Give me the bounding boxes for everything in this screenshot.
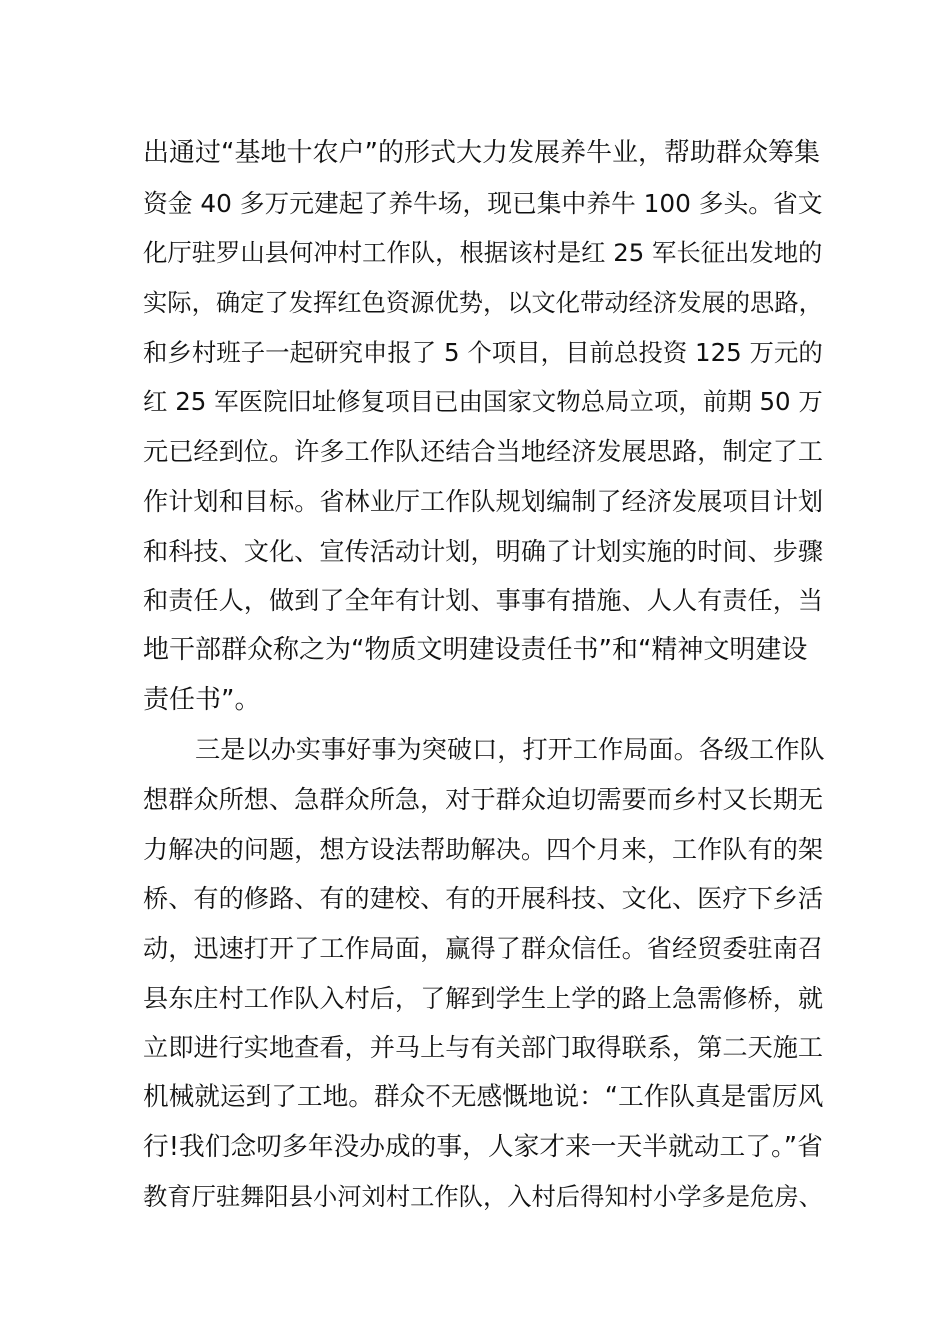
text-line: 红 25 军医院旧址修复项目已由国家文物总局立项，前期 50 万 — [143, 387, 823, 417]
text-line: 教育厅驻舞阳县小河刘村工作队，入村后得知村小学多是危房、 — [143, 1182, 823, 1212]
text-line: 立即进行实地查看，并马上与有关部门取得联系，第二天施工 — [143, 1033, 824, 1063]
paragraph-2 — [143, 725, 823, 1222]
text-line: 力解决的问题，想方设法帮助解决。四个月来，工作队有的架 — [143, 834, 824, 864]
text-line: 和乡村班子一起研究申报了 5 个项目，目前总投资 125 万元的 — [143, 337, 823, 367]
text-line: 资金 40 多万元建起了养牛场，现已集中养牛 100 多头。省文 — [143, 188, 823, 218]
text-line: 地干部群众称之为“物质文明建设责任书”和“精神文明建设 — [143, 634, 808, 665]
text-line-indented: 三是以办实事好事为突破口，打开工作局面。各级工作队 — [195, 735, 825, 765]
text-line: 化厅驻罗山县何冲村工作队，根据该村是红 25 军长征出发地的 — [143, 238, 823, 268]
text-line: 和科技、文化、宣传活动计划，明确了计划实施的时间、步骤 — [143, 536, 824, 566]
text-line: 出通过“基地十农户”的形式大力发展养牛业，帮助群众筹集 — [143, 138, 820, 168]
text-line: 行!我们念叨多年没办成的事，人家才来一天半就动工了。”省 — [143, 1131, 823, 1162]
text-line: 实际，确定了发挥红色资源优势，以文化带动经济发展的思路， — [143, 288, 823, 318]
text-line: 想群众所想、急群众所急，对于群众迫切需要而乡村又长期无 — [143, 784, 824, 814]
text-line: 动，迅速打开了工作局面，赢得了群众信任。省经贸委驻南召 — [143, 934, 824, 963]
text-line: 机械就运到了工地。群众不无感慨地说：“工作队真是雷厉风 — [143, 1082, 824, 1113]
text-line: 责任书”。 — [143, 684, 261, 715]
text-line: 和责任人，做到了全年有计划、事事有措施、人人有责任，当 — [143, 586, 824, 616]
body-text — [143, 129, 823, 1222]
text-line: 县东庄村工作队入村后，了解到学生上学的路上急需修桥，就 — [143, 983, 824, 1013]
text-line: 作计划和目标。省林业厅工作队规划编制了经济发展项目计划 — [143, 486, 824, 516]
paragraph-1 — [143, 129, 823, 725]
text-line: 元已经到位。许多工作队还结合当地经济发展思路，制定了工 — [143, 437, 824, 467]
text-line: 桥、有的修路、有的建校、有的开展科技、文化、医疗下乡活 — [143, 884, 824, 914]
